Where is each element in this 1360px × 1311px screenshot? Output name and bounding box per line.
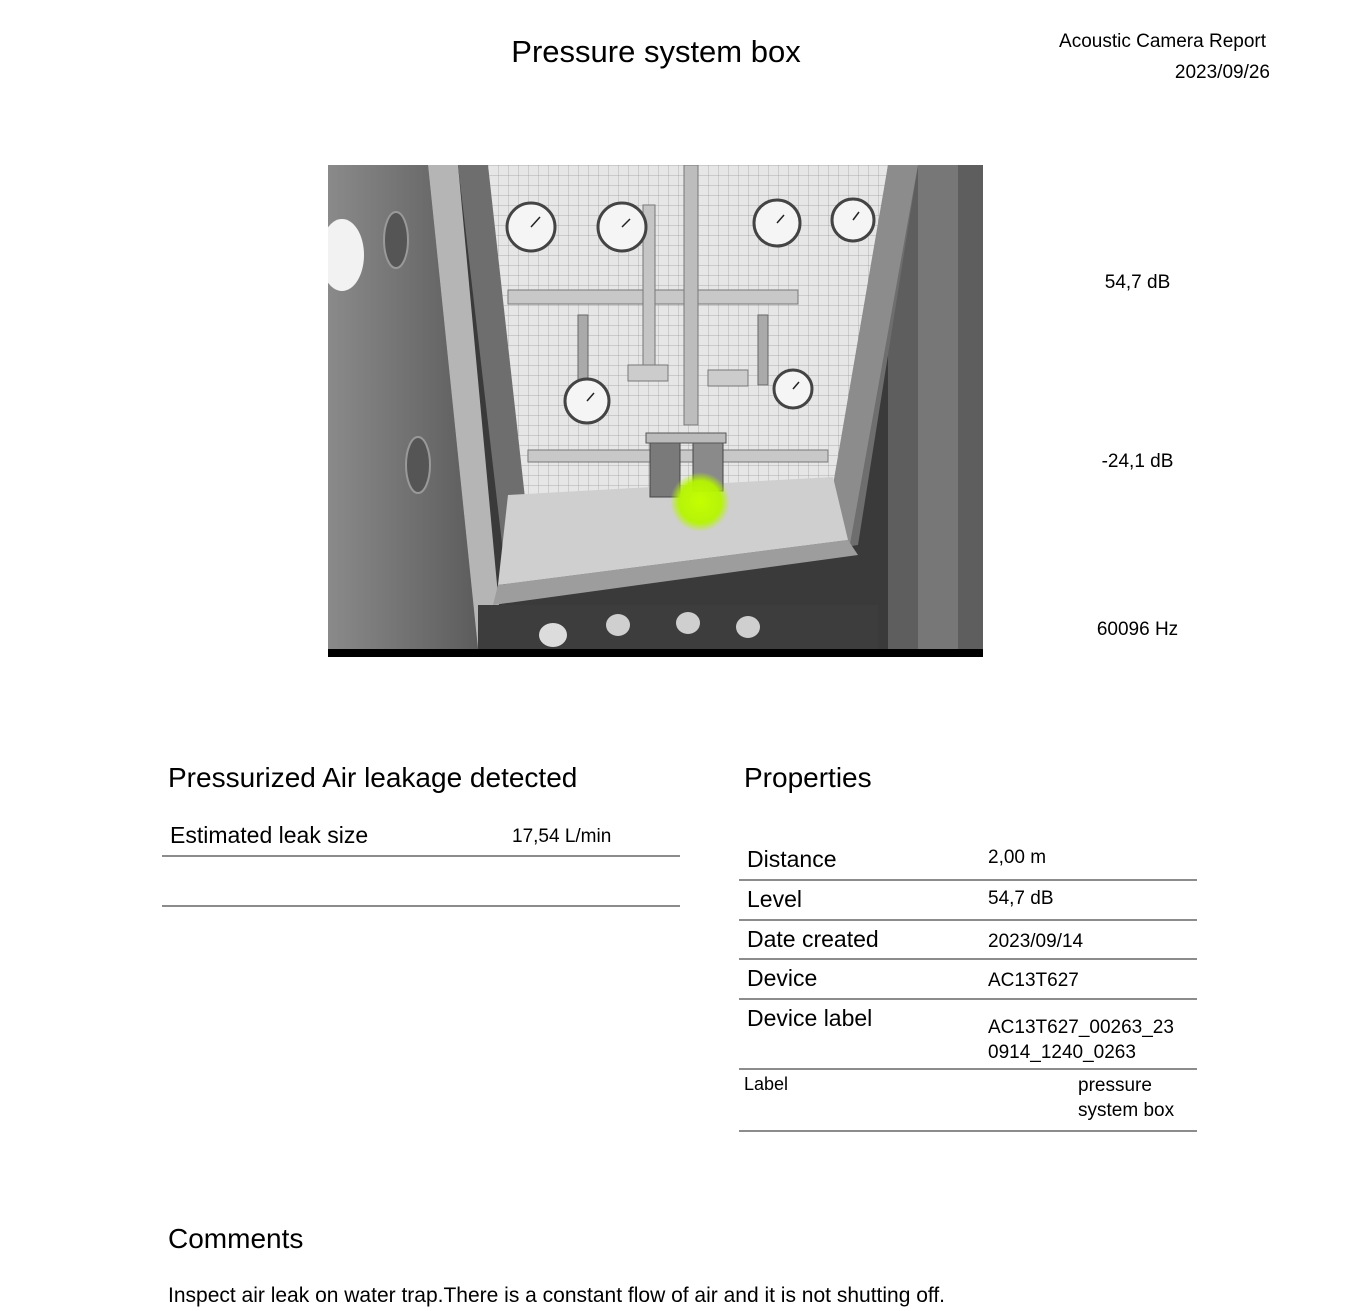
leak-size-label: Estimated leak size [170, 822, 369, 848]
property-value: 54,7 dB [988, 888, 1054, 909]
property-divider [739, 919, 1197, 921]
property-label: Device label [747, 1005, 873, 1031]
leak-heading: Pressurized Air leakage detected [168, 762, 578, 793]
property-value: 2,00 m [988, 847, 1047, 868]
property-label: Level [747, 886, 802, 912]
property-divider [739, 1068, 1197, 1070]
property-label: Device [747, 965, 818, 991]
leak-divider-bottom [162, 905, 680, 907]
leak-divider [162, 855, 680, 857]
property-label: Distance [747, 846, 837, 872]
leak-hotspot [670, 472, 730, 532]
frequency-reading: 60096 Hz [1096, 619, 1179, 640]
property-divider [739, 998, 1197, 1000]
label-row-label: Label [744, 1074, 789, 1094]
max-level-reading: 54,7 dB [1104, 272, 1171, 293]
min-level-reading: -24,1 dB [1101, 451, 1174, 472]
property-value: AC13T627 [988, 970, 1079, 991]
report-name: Acoustic Camera Report [1059, 31, 1266, 52]
report-date: 2023/09/26 [1174, 62, 1270, 83]
property-divider [739, 958, 1197, 960]
comment-text: Inspect air leak on water trap.There is a constant flow of air and it is not shutting off. [168, 1284, 946, 1307]
property-value: 2023/09/14 [988, 931, 1084, 952]
property-divider [739, 879, 1197, 881]
property-divider-bottom [739, 1130, 1197, 1132]
comments-heading: Comments [168, 1223, 304, 1254]
leak-size-value: 17,54 L/min [512, 826, 612, 847]
label-row-value-line2: system box [1078, 1100, 1175, 1121]
page-title: Pressure system box [511, 34, 801, 69]
property-value-line1: AC13T627_00263_23 [988, 1017, 1174, 1038]
property-label: Date created [747, 926, 879, 952]
acoustic-camera-image [328, 165, 983, 657]
label-row-value-line1: pressure [1078, 1075, 1152, 1096]
property-value-line2: 0914_1240_0263 [988, 1042, 1136, 1063]
properties-heading: Properties [744, 762, 872, 793]
